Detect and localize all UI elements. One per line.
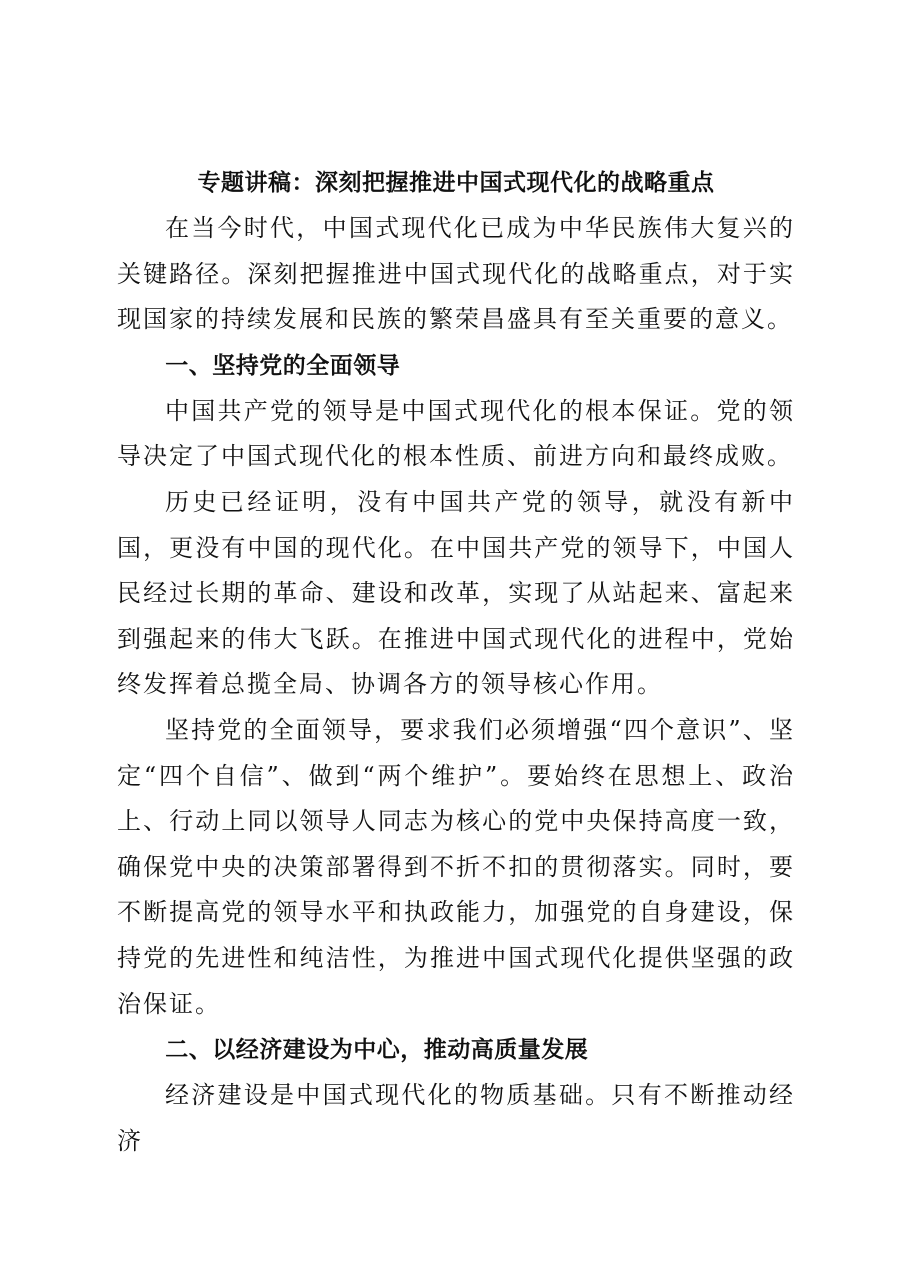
paragraph-intro: 在当今时代，中国式现代化已成为中华民族伟大复兴的关键路径。深刻把握推进中国式现代化的战略重点，对于实现国家的持续发展和民族的繁荣昌盛具有至关重要的意义。 [117,214,795,334]
paragraph-2-1: 经济建设是中国式现代化的物质基础。只有不断推动经济 [117,1081,795,1155]
document-title: 专题讲稿：深刻把握推进中国式现代化的战略重点 [197,169,715,196]
paragraph-1-3: 坚持党的全面领导，要求我们必须增强“四个意识”、坚定“四个自信”、做到“两个维护”。要始终在思想上、政治上、行动上同以领导人同志为核心的党中央保持高度一致，确保党中央的决策部署得到不折不扣的贯彻落实。同时，要不断提高党的领导水平和执政能力，加强党的自身建设，保持党的先进性和纯洁性，为推进中国式现代化提供坚强的政治保证。 [117,715,795,1018]
document-body [117,160,795,1164]
section-heading-2: 二、以经济建设为中心，推动高质量发展 [165,1037,589,1064]
paragraph-1-2: 历史已经证明，没有中国共产党的领导，就没有新中国，更没有中国的现代化。在中国共产党的领导下，中国人民经过长期的革命、建设和改革，实现了从站起来、富起来到强起来的伟大飞跃。在推进中国式现代化的进程中，党始终发挥着总揽全局、协调各方的领导核心作用。 [117,487,795,699]
paragraph-1-1: 中国共产党的领导是中国式现代化的根本保证。党的领导决定了中国式现代化的根本性质、前进方向和最终成败。 [117,396,795,471]
section-heading-1: 一、坚持党的全面领导 [165,352,401,379]
